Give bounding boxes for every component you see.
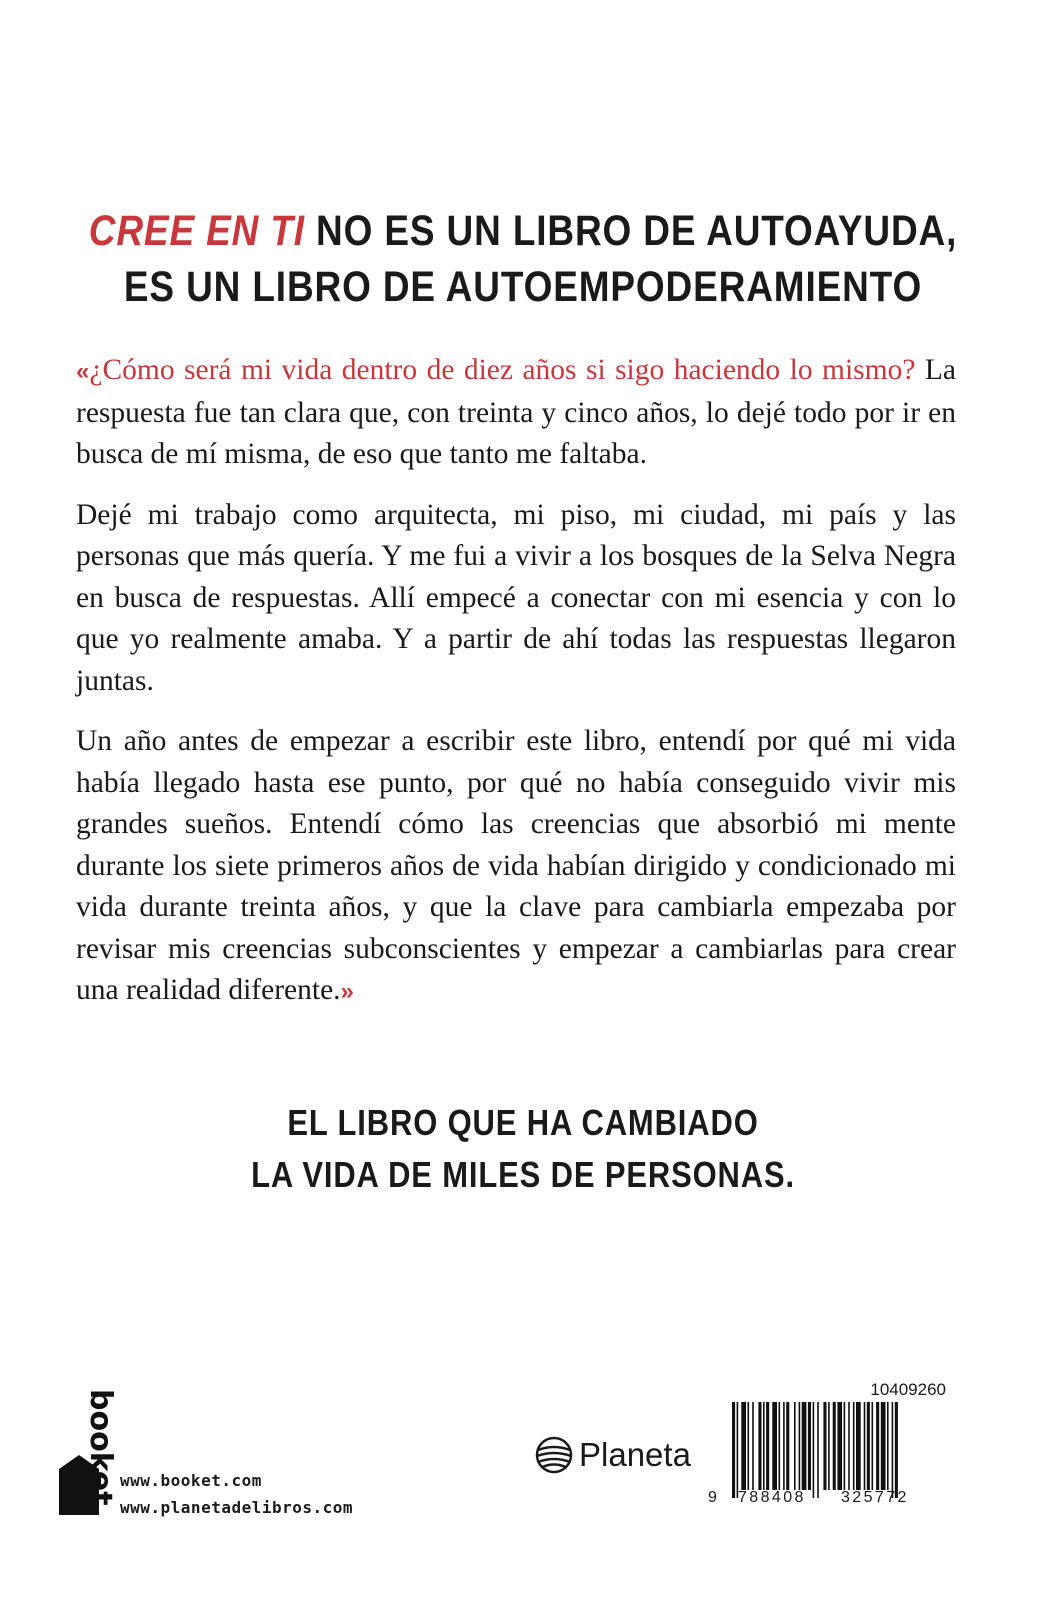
blurb-paragraph-3 [76, 721, 956, 1013]
barcode-bar [887, 1402, 889, 1490]
barcode-bar [763, 1402, 765, 1490]
booket-logo [55, 1385, 118, 1517]
open-quote: « [76, 358, 90, 385]
barcode-bar [867, 1402, 870, 1490]
barcode-bar [783, 1402, 785, 1490]
blurb-question: ¿Cómo será mi vida dentro de diez años si sigo haciendo lo mismo? [89, 354, 916, 386]
barcode-bar [837, 1402, 842, 1490]
barcode-bar [813, 1402, 815, 1498]
barcode-bar [802, 1402, 807, 1490]
barcode-bar [779, 1402, 781, 1490]
headline-line-1 [73, 203, 973, 259]
barcode-bar [881, 1402, 886, 1490]
tagline [73, 1097, 973, 1201]
planeta-logo-text: Planeta [579, 1436, 691, 1473]
barcode-bar [766, 1402, 769, 1490]
barcode-bar [786, 1402, 789, 1490]
barcode-bar [772, 1402, 777, 1490]
planeta-logo [535, 1432, 691, 1478]
barcode-bar [752, 1402, 754, 1490]
barcode-bar [737, 1402, 739, 1498]
back-cover-headline [73, 203, 973, 315]
book-title: CREE EN TI [88, 207, 305, 255]
barcode-bar [864, 1402, 866, 1490]
isbn-prefix-digit: 9 [708, 1489, 717, 1506]
product-code: 10409260 [870, 1380, 946, 1399]
barcode-bar [853, 1402, 855, 1490]
tagline-line-2: LA VIDA DE MILES DE PERSONAS. [251, 1154, 795, 1195]
barcode-bar [748, 1402, 750, 1490]
barcode-bar [741, 1402, 746, 1490]
barcode-bar [794, 1402, 796, 1490]
barcode-bar [732, 1402, 735, 1498]
isbn-right-group: 325772 [841, 1489, 909, 1506]
barcode-bar [876, 1402, 879, 1490]
barcode-bar [844, 1402, 846, 1490]
barcode-bar [817, 1402, 819, 1498]
barcode-bar [808, 1402, 811, 1490]
barcode [730, 1402, 945, 1502]
blurb-text [76, 350, 956, 1032]
blurb-paragraph-3-text: Un año antes de empezar a escribir este libro, entendí por qué mi vida había llegado hasta ese punto, por qué no había conseguido vivir mis grandes sueños. Entendí cómo las creencias que absorbió mi mente durante los siete primeros años de vida habían dirigido y condicionado mi vida durante treinta años, y que la clave para cambiarla empezaba por revisar mis creencias subconscientes y empezar a cambiarlas para crear una realidad diferente. [76, 725, 956, 1006]
website-links [120, 1467, 353, 1521]
tagline-line-1: EL LIBRO QUE HA CAMBIADO [287, 1102, 759, 1143]
barcode-bar [892, 1402, 894, 1498]
headline-line-2: ES UN LIBRO DE AUTOEMPODERAMIENTO [123, 263, 923, 311]
blurb-paragraph-1 [76, 350, 956, 476]
barcode-bar [828, 1402, 830, 1490]
globe-icon [535, 1436, 573, 1474]
blurb-paragraph-1-text: La respuesta fue tan clara que, con treinta y cinco años, lo dejé todo por ir en busca de mí misma, de eso que tanto me faltaba. [76, 354, 956, 470]
barcode-bar [848, 1402, 850, 1490]
booket-logo-text: booket [83, 1389, 118, 1506]
blurb-paragraph-2: Dejé mi trabajo como arquitecta, mi piso, mi ciudad, mi país y las personas que más quería. Y me fui a vivir a los bosques de la Selva Negra en busca de respuestas. Allí empecé a conectar con mi esencia y con lo que yo realmente amaba. Y a partir de ahí todas las respuestas llegaron juntas. [76, 498, 956, 697]
barcode-bar [823, 1402, 826, 1490]
isbn-left-group: 788408 [738, 1489, 806, 1506]
barcode-bar [833, 1402, 836, 1490]
barcode-bar [872, 1402, 874, 1490]
close-quote: » [340, 978, 354, 1005]
barcode-bar [758, 1402, 761, 1490]
barcode-bar [856, 1402, 861, 1490]
barcode-bar [895, 1402, 898, 1498]
url-booket[interactable]: www.booket.com [120, 1471, 262, 1490]
headline-line-1-text: NO ES UN LIBRO DE AUTOAYUDA, [316, 207, 958, 255]
url-planetadelibros[interactable]: www.planetadelibros.com [120, 1498, 354, 1517]
barcode-bar [799, 1402, 801, 1490]
